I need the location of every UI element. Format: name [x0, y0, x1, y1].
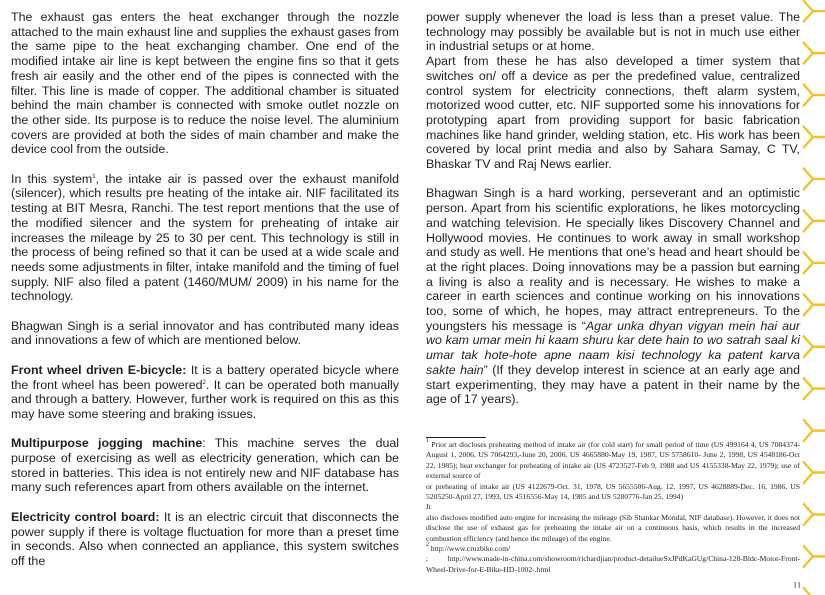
honeycomb-joint	[803, 210, 825, 232]
footnote-number: 2	[426, 542, 429, 549]
footnote-1-cont: or preheating of intake air (US 4122679-Oct. 31, 1978, US 5655506-Aug. 12, 1997, US 4628889-Dec. 16, 1986, US 5205250-April 27, 1993, US 4516556-May 14, 1985 and US 5280776-Jan 25, 1994)	[426, 481, 800, 501]
honeycomb-joint	[803, 419, 825, 441]
footnote-ref-2: 2	[202, 379, 206, 386]
honeycomb-joint	[803, 0, 825, 22]
page-mark: l l	[794, 581, 800, 591]
honeycomb-joint	[803, 461, 825, 483]
footnote-1	[426, 437, 800, 482]
text: It is a battery operated bicycle where the front wheel has been powered	[11, 362, 399, 392]
footnote-link[interactable]: http://www.cruzbike.com/	[429, 544, 511, 554]
honeycomb-joint	[803, 545, 825, 567]
honeycomb-border-decoration	[795, 0, 825, 595]
e-bicycle-heading: Front wheel driven E-bicycle:	[11, 362, 187, 377]
paragraph-other-innovations: Apart from these he has also developed a timer system that switches on/ off a device as per the predefined value, centralized control system for electricity connections, theft alarm system, motorized wood cutter, etc. NIF supported some his innovations for prototyping apart from providing support for basic fabrication machines like hand grinder, welding station, etc. His work has been covered by local print media and also by Sahara Samay, C TV, Bhaskar TV and Raj News earlier.	[426, 54, 800, 172]
footnote-number: 1	[426, 437, 429, 444]
honeycomb-joint	[803, 252, 825, 274]
right-column	[426, 10, 800, 591]
jogging-machine-heading: Multipurpose jogging machine	[11, 436, 203, 451]
paragraph-personal	[426, 186, 800, 407]
honeycomb-joint	[803, 294, 825, 316]
footnote-ref-1: 1	[92, 173, 96, 180]
paragraph-power-supply: power supply whenever the load is less than a preset value. The technology may possibly be available but is not in much use either in industrial setups or at home.	[426, 10, 800, 54]
text: Prior art discloses preheating method of intake air (for cold start) for small period of time (US 499164 4, US 7084374-August 1, 2006, US 7064293,-June 20, 2006, US 4665880-May 19, 1987, US 5758610- June 2, 1998, US 4548186-Oct 22, 1985); heat exchanger for preheating of intake air (US 4723527-Feb 9, 1988 and US 4155338-May 22, 1979); use of external source of	[426, 439, 800, 481]
honeycomb-joint	[803, 168, 825, 190]
footnotes	[426, 437, 800, 575]
footnote-2-link[interactable]: ; http://www.made-in-china.com/showroom/richardjian/product-detailueSxJPdKaGUg/China-128-Bldc-Motor-Front-Wheel-Drive-for-E-Bike-HD-1002-.html	[426, 554, 800, 574]
footnote-1-cont: also discloses modified auto engine for increasing the mileage (Sib Shankar Mondal, NIF database). However, it does not disclose the use of exhaust gas for preheating the intake air on a continuous basis, which results in the increased combustion efficiency (and hence the mileage) of the engine.	[426, 512, 800, 543]
honeycomb-joint	[803, 42, 825, 64]
text: It is an electric circuit that disconnects the power supply if there is voltage fluctuation for more than a preset time in seconds. Also when connected an appliance, this system switches off the	[11, 509, 399, 568]
left-column	[11, 10, 399, 569]
footnote-1-cont: It	[426, 502, 431, 512]
paragraph-control-board	[11, 510, 399, 569]
footnote-divider	[426, 437, 486, 438]
honeycomb-joint	[803, 503, 825, 525]
paragraph-heat-exchanger: The exhaust gas enters the heat exchanger through the nozzle attached to the main exhaust line and supplies the exhaust gases from the same pipe to the heat exchanging chamber. One end of the modified intake air line is kept between the engine fins so that it gets fresh air easily and the other end of the pipes is connected with the filter. This line is made of copper. The additional chamber is situated behind the main chamber is connected with smoke outlet nozzle on the other side. Its purpose is to reduce the noise level. The aluminium covers are provided at both the sides of main chamber and make the device cool from the outside.	[11, 10, 399, 157]
honeycomb-joint	[803, 587, 825, 595]
footnote-2	[426, 544, 800, 554]
text: Bhagwan Singh is a hard working, perseverant and an optimistic person. Apart from his scientific explorations, he likes motorcycling and watching television. He specially likes Discovery Channel and Hollywood movies. He continues to work away in small workshop and study as well. He mentions that one’s head and heart should be at the right places. Doing innovations may be a passion but earning a living is also a reality and is necessary. He wishes to make a career in earth sciences and continue working on his innovations too, some of which, he hopes, may attract entrepreneurs. To the youngsters his message is “	[426, 186, 800, 333]
paragraph-e-bicycle	[11, 363, 399, 422]
control-board-heading: Electricity control board:	[11, 509, 160, 524]
honeycomb-joint	[803, 84, 825, 106]
honeycomb-joint	[803, 126, 825, 148]
text: , the intake air is passed over the exhaust manifold (silencer), which results pre heating of the intake air. NIF facilitated its testing at BIT Mesra, Ranchi. The test report mentions that the use of the modified silencer and the system for preheating of intake air increases the mileage by 25 to 30 per cent. This technology is still in the process of being refined so that it can be used at a wide scale and needs some adjustments in filter, intake manifold and the timing of fuel supply. NIF also filed a patent (1460/MUM/ 2009) in his name for the technology.	[11, 171, 399, 304]
text: In this system	[11, 171, 93, 186]
hindi-quote: Agar unka dhyan vigyan mein hai aur wo kam umar mein hi kaam shuru kar dete hain to wo satrah saal ki umar tak hote-hote apne naam kisi technology ka patent karva sakte hain	[426, 318, 801, 377]
paragraph-serial-innovator: Bhagwan Singh is a serial innovator and has contributed many ideas and innovations a few of which are mentioned below.	[11, 318, 399, 348]
text: : This machine serves the dual purpose of exercising as well as electricity generation, which can be stored in batteries. This idea is not entirely new and NIF database has many such references apart from others available on the internet.	[11, 436, 399, 495]
honeycomb-joint	[803, 377, 825, 399]
paragraph-jogging-machine	[11, 436, 399, 495]
paragraph-system-testing	[11, 172, 399, 304]
text: . It can be operated both manually and through a battery. However, further work is required on this as this may have some steering and braking issues.	[11, 377, 399, 421]
text: ” (If they develop interest in science at an early age and start experimenting, they may have a patent in their name by the age of 17 years).	[426, 362, 801, 407]
honeycomb-joint	[803, 336, 825, 358]
